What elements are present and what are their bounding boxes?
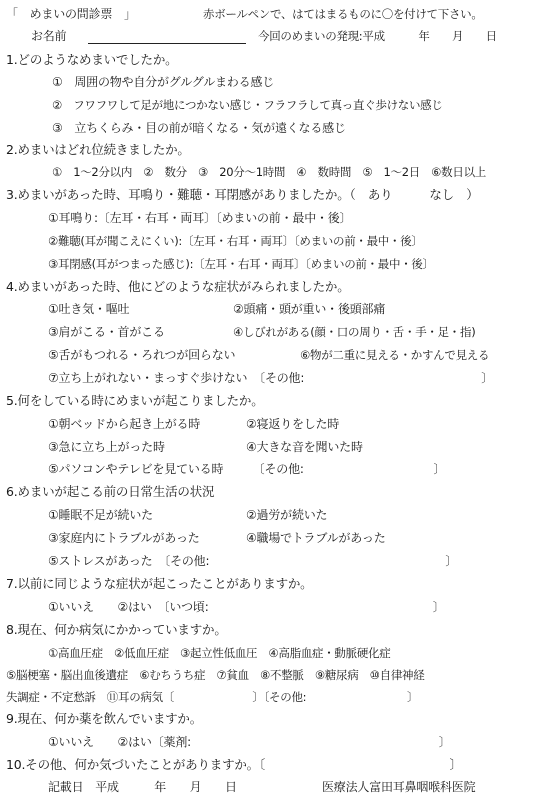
q5-option-5-other[interactable]: ⑤パソコンやテレビを見ている時 〔その他: 〕 [48, 462, 446, 476]
q4-option-3[interactable]: ③肩がこる・首がこる [48, 325, 165, 339]
form-title: 「 めまいの問診票 」 [6, 7, 136, 21]
instruction-text: 赤ボールペンで、はてはまるものに〇を付けて下さい。 [203, 7, 483, 21]
q3-option-hearing-loss[interactable]: ②難聴(耳が聞こえにくい):〔左耳・右耳・両耳〕〔めまいの前・最中・後〕 [48, 234, 423, 248]
q3-option-ear-fullness[interactable]: ③耳閉感(耳がつまった感じ):〔左耳・右耳・両耳〕〔めまいの前・最中・後〕 [48, 257, 434, 271]
question-1: 1.どのようなめまいでしたか。 [6, 52, 178, 67]
q4-option-2[interactable]: ②頭痛・頭が重い・後頭部痛 [233, 302, 386, 316]
q6-option-4[interactable]: ④職場でトラブルがあった [246, 531, 386, 545]
question-5: 5.何をしている時にめまいが起こりましたか。 [6, 393, 264, 408]
q9-options[interactable]: ①いいえ ②はい〔薬剤: 〕 [48, 735, 451, 749]
q4-option-5[interactable]: ⑤舌がもつれる・ろれつが回らない [48, 348, 236, 362]
q3-option-tinnitus[interactable]: ①耳鳴り:〔左耳・右耳・両耳〕〔めまいの前・最中・後〕 [48, 211, 352, 225]
q8-options-row-1[interactable]: ①高血圧症 ②低血圧症 ③起立性低血圧 ④高脂血症・動脈硬化症 [48, 646, 391, 660]
q2-options[interactable]: ① 1～2分以内 ② 数分 ③ 20分～1時間 ④ 数時間 ⑤ 1～2日 ⑥数日以上 [52, 165, 486, 179]
q6-option-1[interactable]: ①睡眠不足が続いた [48, 508, 153, 522]
question-10[interactable]: 10.その他、何か気づいたことがありますか。〔 〕 [6, 757, 462, 772]
q5-option-4[interactable]: ④大きな音を聞いた時 [246, 440, 363, 454]
q7-options[interactable]: ①いいえ ②はい 〔いつ頃: 〕 [48, 600, 445, 614]
question-3: 3.めまいがあった時、耳鳴り・難聴・耳閉感がありましたか。（ あり なし ） [6, 187, 479, 202]
q5-option-2[interactable]: ②寝返りをした時 [246, 417, 340, 431]
question-7: 7.以前に同じような症状が起こったことがありますか。 [6, 576, 313, 591]
question-4: 4.めまいがあった時、他にどのような症状がみられましたか。 [6, 279, 350, 294]
name-field-line[interactable] [88, 43, 246, 44]
question-9: 9.現在、何か薬を飲んでいますか。 [6, 711, 203, 726]
question-2: 2.めまいはどれ位続きましたか。 [6, 142, 190, 157]
q5-option-3[interactable]: ③急に立ち上がった時 [48, 440, 165, 454]
q6-option-5-other[interactable]: ⑤ストレスがあった 〔その他: 〕 [48, 554, 458, 568]
name-label: お名前 [31, 29, 67, 43]
q4-option-7-other[interactable]: ⑦立ち上がれない・まっすぐ歩けない 〔その他: 〕 [48, 371, 494, 385]
q1-option-1[interactable]: ① 周囲の物や自分がグルグルまわる感じ [52, 75, 274, 89]
q4-option-1[interactable]: ①吐き気・嘔吐 [48, 302, 130, 316]
q6-option-3[interactable]: ③家庭内にトラブルがあった [48, 531, 200, 545]
onset-date-label: 今回のめまいの発現:平成 年 月 日 [258, 29, 497, 43]
q1-option-2[interactable]: ② フワフワして足が地につかない感じ・フラフラして真っ直ぐ歩けない感じ [52, 98, 443, 112]
q1-option-3[interactable]: ③ 立ちくらみ・目の前が暗くなる・気が遠くなる感じ [52, 121, 346, 135]
q5-option-1[interactable]: ①朝ベッドから起き上がる時 [48, 417, 201, 431]
q6-option-2[interactable]: ②過労が続いた [246, 508, 328, 522]
q4-option-6[interactable]: ⑥物が二重に見える・かすんで見える [300, 348, 490, 362]
q4-option-4[interactable]: ④しびれがある(顔・口の周り・舌・手・足・指) [233, 325, 476, 339]
question-6: 6.めまいが起こる前の日常生活の状況 [6, 484, 215, 499]
q8-options-row-3[interactable]: 失調症・不定愁訴 ⑪耳の病気〔 〕〔その他: 〕 [6, 690, 419, 704]
question-8: 8.現在、何か病気にかかっていますか。 [6, 622, 227, 637]
entry-date: 記載日 平成 年 月 日 [48, 780, 237, 794]
clinic-name: 医療法人富田耳鼻咽喉科医院 [322, 780, 476, 794]
q8-options-row-2[interactable]: ⑤脳梗塞・脳出血後遺症 ⑥むちうち症 ⑦貧血 ⑧不整脈 ⑨糖尿病 ⑩自律神経 [6, 668, 425, 682]
